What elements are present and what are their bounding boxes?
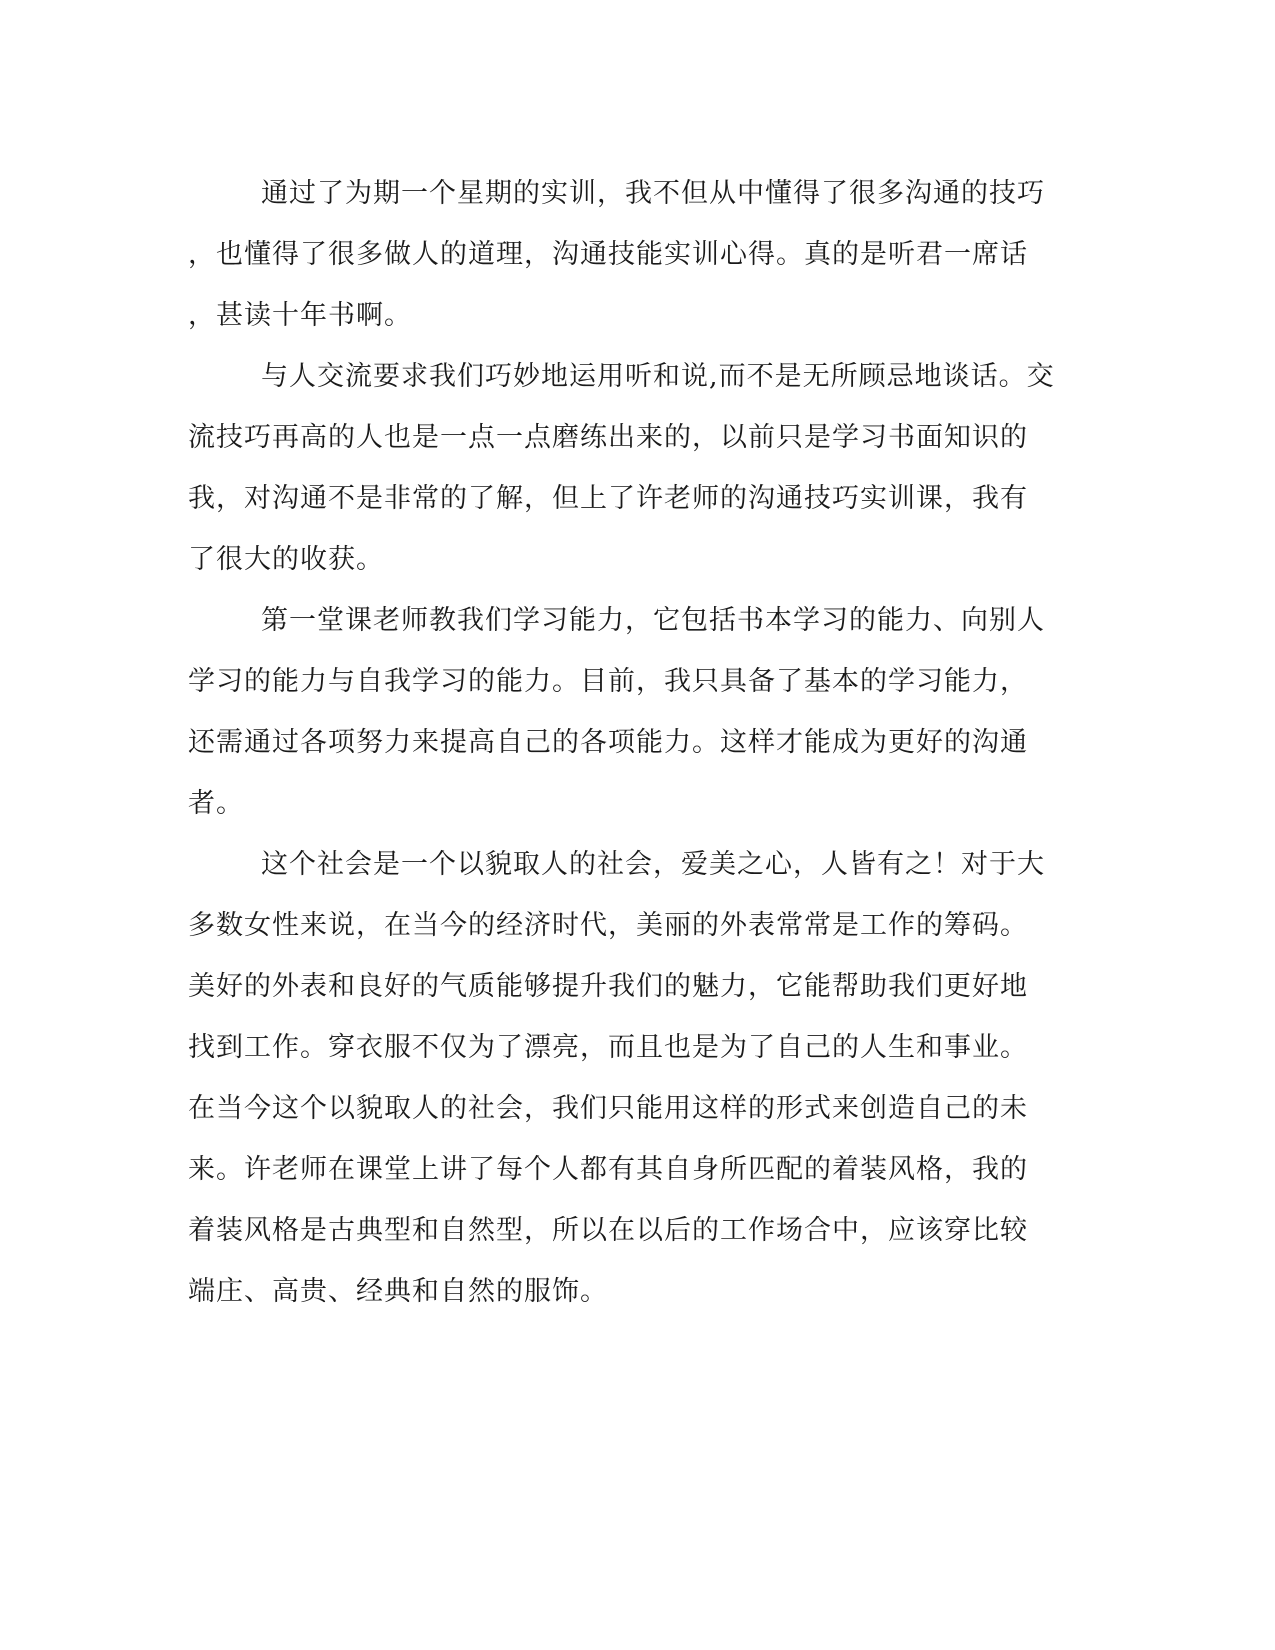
text-line: 着装风格是古典型和自然型，所以在以后的工作场合中，应该穿比较 <box>188 1215 1028 1246</box>
paragraph-3 <box>188 590 1063 834</box>
text-line: 通过了为期一个星期的实训，我不但从中懂得了很多沟通的技巧 <box>261 178 1045 209</box>
text-line: 我，对沟通不是非常的了解，但上了许老师的沟通技巧实训课，我有 <box>188 483 1028 514</box>
text-line: 学习的能力与自我学习的能力。目前，我只具备了基本的学习能力， <box>188 666 1028 697</box>
text-line: 多数女性来说，在当今的经济时代，美丽的外表常常是工作的筹码。 <box>188 910 1028 941</box>
document-body <box>188 163 1063 1322</box>
text-line: 端庄、高贵、经典和自然的服饰。 <box>188 1276 608 1307</box>
text-line: 在当今这个以貌取人的社会，我们只能用这样的形式来创造自己的未 <box>188 1093 1028 1124</box>
text-line: 找到工作。穿衣服不仅为了漂亮，而且也是为了自己的人生和事业。 <box>188 1032 1028 1063</box>
text-line: ，甚读十年书啊。 <box>188 300 412 331</box>
text-line: 了很大的收获。 <box>188 544 384 575</box>
text-line: 流技巧再高的人也是一点一点磨练出来的，以前只是学习书面知识的 <box>188 422 1028 453</box>
text-line: 与人交流要求我们巧妙地运用听和说,而不是无所顾忌地谈话。交 <box>261 361 1055 392</box>
text-line: 第一堂课老师教我们学习能力，它包括书本学习的能力、向别人 <box>261 605 1045 636</box>
text-line: 来。许老师在课堂上讲了每个人都有其自身所匹配的着装风格，我的 <box>188 1154 1028 1185</box>
paragraph-1 <box>188 163 1063 346</box>
text-line: 还需通过各项努力来提高自己的各项能力。这样才能成为更好的沟通 <box>188 727 1028 758</box>
text-line: 者。 <box>188 788 244 819</box>
paragraph-4 <box>188 834 1063 1322</box>
text-line: 美好的外表和良好的气质能够提升我们的魅力，它能帮助我们更好地 <box>188 971 1028 1002</box>
paragraph-2 <box>188 346 1063 590</box>
text-line: ，也懂得了很多做人的道理，沟通技能实训心得。真的是听君一席话 <box>188 239 1028 270</box>
text-line: 这个社会是一个以貌取人的社会，爱美之心，人皆有之！对于大 <box>261 849 1045 880</box>
